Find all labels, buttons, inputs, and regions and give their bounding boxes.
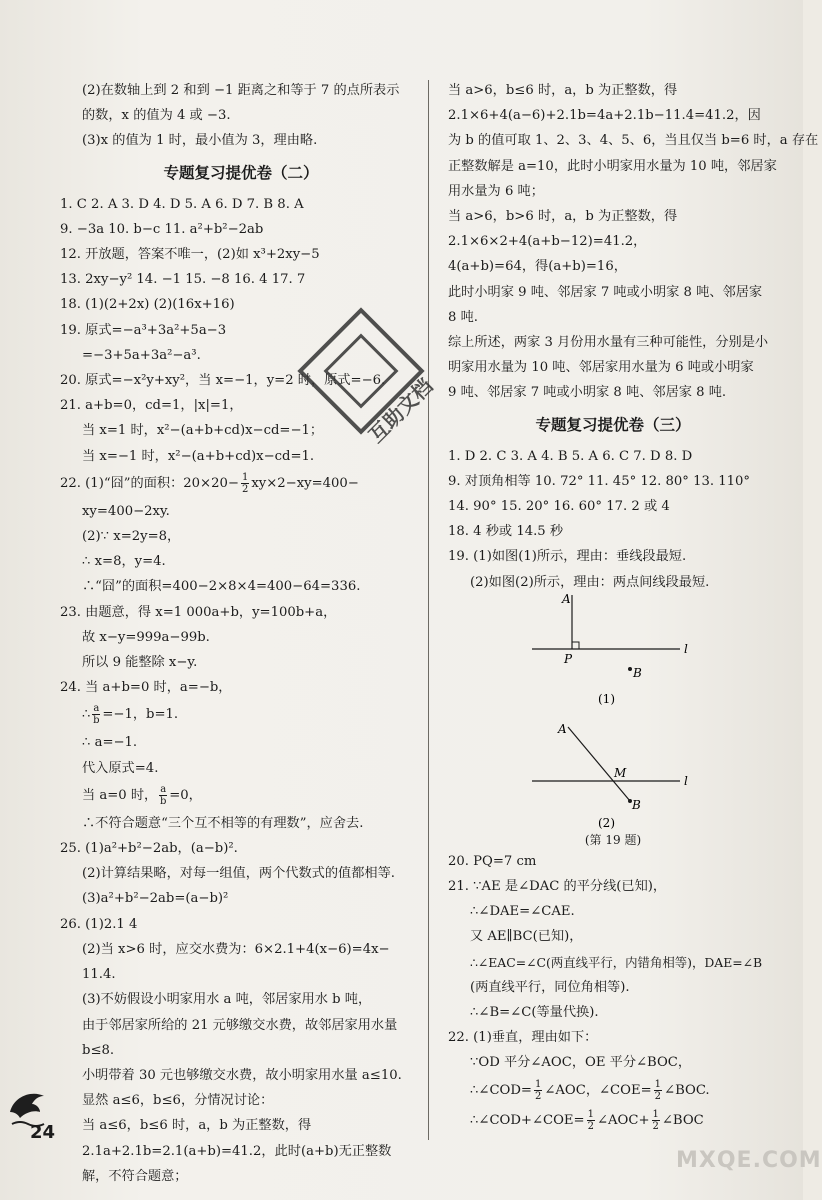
fraction: $\frac{a}{b}$: [93, 703, 100, 727]
label-b-1: B: [633, 665, 642, 680]
answer-line: 解，不符合题意；: [82, 1168, 188, 1184]
caption-fig-2: (2): [598, 815, 615, 830]
answer-line: (3)x 的值为 1 时，最小值为 3，理由略.: [82, 133, 318, 149]
answer-line: 综上所述，两家 3 月份用水量有三种可能性，分别是小: [448, 335, 769, 351]
answer-line: 2.1×6+4(a−6)+2.1b=4a+2.1b−11.4=41.2，因: [448, 108, 761, 124]
answer-line: 2.1×6×2+4(a+b−12)=41.2，: [448, 234, 647, 250]
answer-line: (2)在数轴上到 2 和到 −1 距离之和等于 7 的点所表示: [82, 83, 400, 98]
caption-fig-1: (1): [598, 691, 615, 706]
answer-line: 9 吨、邻居家 7 吨或小明家 8 吨、邻居家 8 吨.: [448, 385, 727, 401]
fraction: $\frac{1}{2}$: [241, 471, 249, 495]
answer-line: ∴ $\frac{a}{b}$ =−1，b=1.: [82, 703, 179, 727]
answer-line: 显然 a≤6，b≤6，分情况讨论：: [82, 1093, 274, 1109]
geometry-figure: [518, 591, 718, 831]
answer-line: 9. 对顶角相等 10. 72° 11. 45° 12. 80° 13. 110°: [448, 473, 751, 489]
answer-line: 由于邻居家所给的 21 元够缴交水费，故邻居家用水量: [82, 1017, 398, 1033]
label-b-2: B: [632, 797, 641, 812]
answer-line: 当 a=0 时， $\frac{a}{b}$ =0，: [82, 783, 202, 807]
section-heading-2: 专题复习提优卷（二）: [163, 163, 319, 182]
answer-line: ∴∠COD+∠COE= $\frac{1}{2}$ ∠AOC+ $\frac{1}{2}$ ∠BOC: [470, 1108, 704, 1132]
answer-line: 19. (1)如图(1)所示，理由：垂线段最短.: [448, 549, 687, 565]
point-b-1: [628, 667, 632, 671]
fraction: $\frac{1}{2}$: [587, 1108, 594, 1132]
section-heading-3: 专题复习提优卷（三）: [535, 415, 691, 434]
fraction: $\frac{1}{2}$: [652, 1108, 659, 1132]
answer-line: 所以 9 能整除 x−y.: [82, 655, 198, 671]
answer-line: 当 a>6，b>6 时，a，b 为正整数，得: [448, 209, 678, 225]
answer-line: 此时小明家 9 吨、邻居家 7 吨或小明家 8 吨、邻居家: [448, 284, 763, 300]
answer-line: ∴“囧”的面积=400−2×8×4=400−64=336.: [82, 579, 361, 595]
answer-line: 2.1a+2.1b=2.1(a+b)=41.2，此时(a+b)无正整数: [82, 1143, 392, 1159]
watermark: MXQE.COM: [676, 1148, 822, 1173]
label-l-1: l: [684, 641, 688, 656]
answer-line: 小明带着 30 元也够缴交水费，故小明家用水量 a≤10.: [82, 1067, 402, 1083]
answer-line: ∴不符合题意“三个互不相等的有理数”，应舍去.: [82, 815, 364, 831]
answer-line: 21. a+b=0，cd=1，|x|=1，: [60, 398, 243, 414]
answer-line: ∴ x=8，y=4.: [82, 554, 166, 570]
answer-line: 4(a+b)=64，得(a+b)=16，: [448, 259, 627, 275]
answer-line: 为 b 的值可取 1、2、3、4、5、6，当且仅当 b=6 时，a 存在: [448, 133, 819, 149]
answer-line: 19. 原式=−a³+3a²+5a−3: [60, 322, 227, 338]
answer-line: 23. 由题意，得 x=1 000a+b，y=100b+a，: [60, 604, 337, 620]
answer-line: ∴∠EAC=∠C(两直线平行，内错角相等)，DAE=∠B: [470, 954, 763, 970]
page-number: 24: [30, 1122, 56, 1143]
answer-line: ∵OD 平分∠AOC，OE 平分∠BOC，: [470, 1055, 692, 1071]
answer-line: 当 a>6，b≤6 时，a，b 为正整数，得: [448, 83, 678, 98]
segment-ab: [568, 727, 630, 801]
right-angle-mark: [572, 642, 579, 649]
answer-line: (3)不妨假设小明家用水 a 吨，邻居家用水 b 吨，: [82, 992, 372, 1008]
answer-line: 8 吨.: [448, 309, 478, 325]
answer-line: 又 AE∥BC(已知)，: [470, 929, 583, 945]
answer-line: 26. (1)2.1 4: [60, 916, 138, 932]
label-l-2: l: [684, 773, 688, 788]
answer-line: b≤8.: [82, 1042, 115, 1058]
answer-line: 18. (1)(2+2x) (2)(16x+16): [60, 297, 235, 313]
answer-line: ∴∠B=∠C(等量代换).: [470, 1005, 599, 1021]
label-a-1: A: [562, 591, 571, 606]
answer-line: ∴ a=−1.: [82, 735, 138, 751]
answer-line: 当 a≤6，b≤6 时，a，b 为正整数，得: [82, 1118, 312, 1134]
answer-line: (2)当 x>6 时，应交水费为：6×2.1+4(x−6)=4x−: [82, 941, 390, 957]
answer-line: (3)a²+b²−2ab=(a−b)²: [82, 891, 229, 907]
answer-line: 13. 2xy−y² 14. −1 15. −8 16. 4 17. 7: [60, 272, 306, 288]
answer-line: 代入原式=4.: [82, 760, 159, 776]
answer-line: xy=400−2xy.: [82, 503, 170, 519]
right-column: [448, 78, 819, 1136]
figure-19: [448, 591, 778, 831]
answer-line: 24. 当 a+b=0 时，a=−b，: [60, 680, 232, 696]
answer-line: 1. D 2. C 3. A 4. B 5. A 6. C 7. D 8. D: [448, 448, 693, 464]
answer-line: 12. 开放题，答案不唯一，(2)如 x³+2xy−5: [60, 247, 320, 263]
answer-line: 22. (1)垂直，理由如下：: [448, 1030, 598, 1046]
left-column: [60, 78, 422, 1189]
label-p: P: [564, 651, 573, 666]
answer-line: 用水量为 6 吨；: [448, 183, 544, 199]
answer-line: 20. 原式=−x²y+xy²，当 x=−1，y=2 时，原式=−6.: [60, 373, 386, 389]
answer-line: (2)如图(2)所示，理由：两点间线段最短.: [470, 574, 710, 590]
answer-line: 11.4.: [82, 967, 116, 983]
answer-line: (2)计算结果略，对每一组值，两个代数式的值都相等.: [82, 866, 395, 882]
answer-line: 明家用水量为 10 吨、邻居家用水量为 6 吨或小明家: [448, 360, 754, 376]
fraction: $\frac{1}{2}$: [654, 1078, 662, 1102]
fraction: $\frac{a}{b}$: [160, 783, 167, 807]
answer-line: 25. (1)a²+b²−2ab，(a−b)².: [60, 841, 238, 857]
answer-line: 当 x=−1 时，x²−(a+b+cd)x−cd=1.: [82, 448, 315, 464]
answer-line: 正整数解是 a=10，此时小明家用水量为 10 吨，邻居家: [448, 158, 777, 174]
answer-line: 21. ∵AE 是∠DAC 的平分线(已知)，: [448, 879, 667, 895]
answer-line: 22. (1)“囧”的面积：20×20− $\frac{1}{2}$ xy×2−xy=400−: [60, 471, 359, 495]
stamp-text: 互助文档: [363, 373, 438, 448]
answer-line: (两直线平行，同位角相等).: [470, 979, 630, 995]
answer-line: 当 x=1 时，x²−(a+b+cd)x−cd=−1；: [82, 423, 324, 439]
fraction: $\frac{1}{2}$: [534, 1078, 542, 1102]
answer-line: 9. −3a 10. b−c 11. a²+b²−2ab: [60, 221, 264, 237]
answer-line: ∴∠COD= $\frac{1}{2}$ ∠AOC，∠COE= $\frac{1}{2}$ ∠BOC.: [470, 1078, 710, 1102]
answer-line: =−3+5a+3a²−a³.: [82, 347, 201, 363]
column-divider: [428, 80, 429, 1140]
answer-line: 1. C 2. A 3. D 4. D 5. A 6. D 7. B 8. A: [60, 196, 304, 212]
answer-line: 故 x−y=999a−99b.: [82, 629, 210, 645]
stamp-logo: [286, 296, 436, 446]
figure-caption: (第 19 题): [584, 832, 642, 847]
answer-line: 18. 4 秒或 14.5 秒: [448, 524, 564, 540]
answer-line: 20. PQ=7 cm: [448, 853, 537, 869]
answer-line: (2)∵ x=2y=8，: [82, 529, 181, 545]
answer-line: 14. 90° 15. 20° 16. 60° 17. 2 或 4: [448, 499, 670, 515]
label-m: M: [614, 765, 627, 780]
answer-line: ∴∠DAE=∠CAE.: [470, 904, 575, 920]
answer-line: 的数，x 的值为 4 或 −3.: [82, 108, 231, 124]
label-a-2: A: [558, 721, 567, 736]
